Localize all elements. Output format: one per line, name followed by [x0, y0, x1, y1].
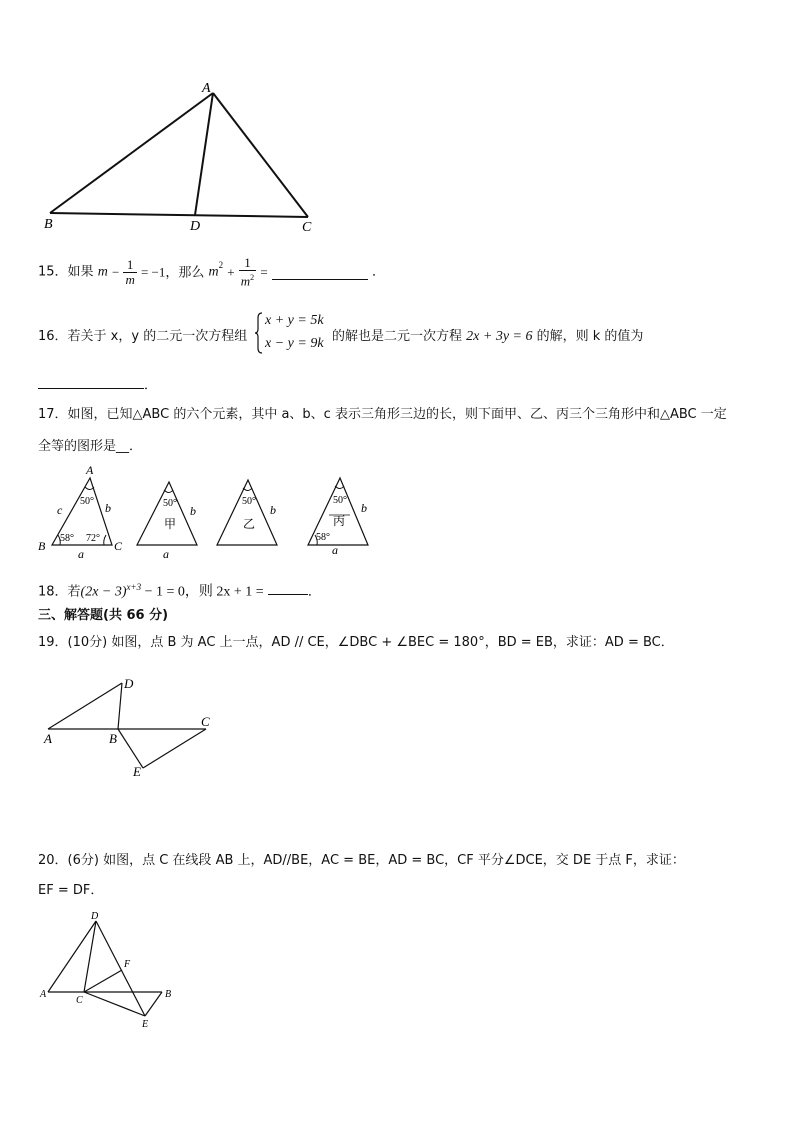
q19-label-c: C [201, 714, 210, 729]
q18-expr: (2x − 3) [80, 584, 127, 600]
section-3-heading: 三、解答题(共 66 分) [38, 608, 169, 623]
q15-eq: = −1，那么 [140, 264, 205, 280]
q19-label-b: B [109, 731, 117, 746]
q16-system-brace [255, 312, 263, 354]
tri-bing-a: a [332, 543, 338, 557]
q20-label-b: B [165, 989, 172, 1000]
segment-ab [50, 93, 213, 213]
tri-jia-name: 甲 [164, 517, 177, 531]
question-15 [38, 256, 385, 292]
q18-pre: 18．若 [38, 584, 81, 600]
figure-triangle-abc [30, 80, 330, 240]
label-a: A [202, 81, 211, 96]
tri-jia-a: a [163, 547, 169, 560]
q19-label-d: D [124, 676, 134, 691]
tri-bing-ang: 50° [333, 495, 347, 506]
tri-bing-b: b [361, 501, 367, 515]
q15-frac2-den: $m^2$ [240, 273, 255, 289]
q16-equation-2: x − y = 9k [265, 336, 324, 351]
tri-main-A: A [86, 463, 94, 477]
tri-main-C: C [114, 539, 123, 553]
q18-end: ． [307, 584, 321, 600]
q16-post-text: 的解，则 k 的值为 [536, 329, 644, 344]
q20-line-1: 20．(6分) 如图，点 C 在线段 AB 上，AD//BE，AC = BE，AD = BC，CF 平分∠DCE，交 DE 于点 F，求证： [38, 853, 685, 868]
q15-m: m [97, 264, 108, 280]
label-d: D [190, 219, 201, 234]
q16-equation-1: x + y = 5k [265, 313, 324, 328]
tri-main-b: b [105, 501, 111, 515]
q20-label-a: A [40, 989, 47, 1000]
q15-frac1-num: 1 [123, 258, 136, 273]
q19-text: 19．(10分) 如图，点 B 为 AC 上一点，AD // CE，∠DBC + ∠BEC = 180°，BD = EB，求证：AD = BC． [38, 635, 674, 650]
triangle-yi [217, 480, 277, 545]
q15-end: ． [371, 264, 385, 280]
q16-middle [332, 328, 643, 346]
q15-plus: + [227, 264, 235, 280]
tri-main-angB: 58° [60, 533, 74, 544]
question-18 [38, 578, 321, 601]
q15-number: 15．如果 [38, 264, 94, 280]
q20-label-d: D [91, 911, 99, 922]
q16-mid-text: 的解也是二元一次方程 [332, 329, 463, 344]
q17-line-2: 全等的图形是__． [38, 439, 143, 454]
q15-eq2: = [260, 264, 268, 280]
label-b: B [44, 217, 53, 232]
tri-main-angA: 50° [80, 496, 94, 507]
q19-figure [36, 672, 226, 782]
q16-prefix: 16．若关于 x，y 的二元一次方程组 [38, 329, 248, 344]
q15-fraction-2 [239, 256, 256, 288]
triangle-abc-reference [38, 463, 123, 560]
q16-answer-line [38, 376, 157, 395]
q17-line-1: 17．如图，已知△ABC 的六个元素，其中 a、b、c 表示三角形三边的长，则下面甲、乙、丙三个三角形中和△ABC 一定 [38, 407, 727, 422]
q15-minus: − [111, 264, 120, 280]
tri-main-c: c [57, 503, 63, 517]
q19-label-e: E [133, 764, 141, 779]
tri-yi-name: 乙 [243, 517, 256, 531]
triangle-jia [137, 482, 197, 560]
tri-jia-b: b [190, 504, 196, 518]
q15-fraction-1 [123, 258, 136, 287]
q15-msq: m [208, 264, 219, 280]
triangle-bing [308, 478, 368, 557]
q18-post: − 1 = 0，则 2x + 1 = [141, 584, 264, 600]
q15-frac1-den: m [125, 272, 135, 287]
q20-figure [36, 908, 186, 1033]
q16-answer-blank[interactable] [38, 376, 144, 389]
tri-bing-name: 丙 [333, 514, 346, 528]
tri-main-a: a [78, 547, 84, 560]
q17-triangles-figure [30, 462, 380, 560]
tri-yi-b: b [270, 503, 276, 517]
q20-line-2: EF = DF． [38, 883, 104, 898]
q15-sq: 2 [218, 260, 224, 270]
tri-main-angC: 72° [86, 533, 100, 544]
q16-end: ． [144, 378, 158, 393]
segment-ac [213, 93, 308, 217]
q16-equation-3: 2x + 3y = 6 [466, 329, 533, 344]
tri-yi-ang: 50° [242, 496, 256, 507]
segment-bc [50, 213, 308, 217]
q15-answer-blank[interactable] [272, 265, 368, 280]
q20-label-c: C [76, 995, 83, 1006]
segment-ad [195, 93, 213, 215]
q20-label-f: F [124, 959, 131, 970]
q19-label-a: A [44, 731, 52, 746]
q18-answer-blank[interactable] [268, 582, 308, 595]
q18-exp: x+3 [126, 582, 142, 592]
q20-label-e: E [142, 1019, 149, 1030]
label-c: C [302, 220, 312, 235]
tri-jia-ang: 50° [163, 498, 177, 509]
q15-frac2-num: 1 [239, 256, 256, 271]
tri-main-B: B [38, 539, 46, 553]
tri-bing-ang2: 58° [316, 532, 330, 543]
